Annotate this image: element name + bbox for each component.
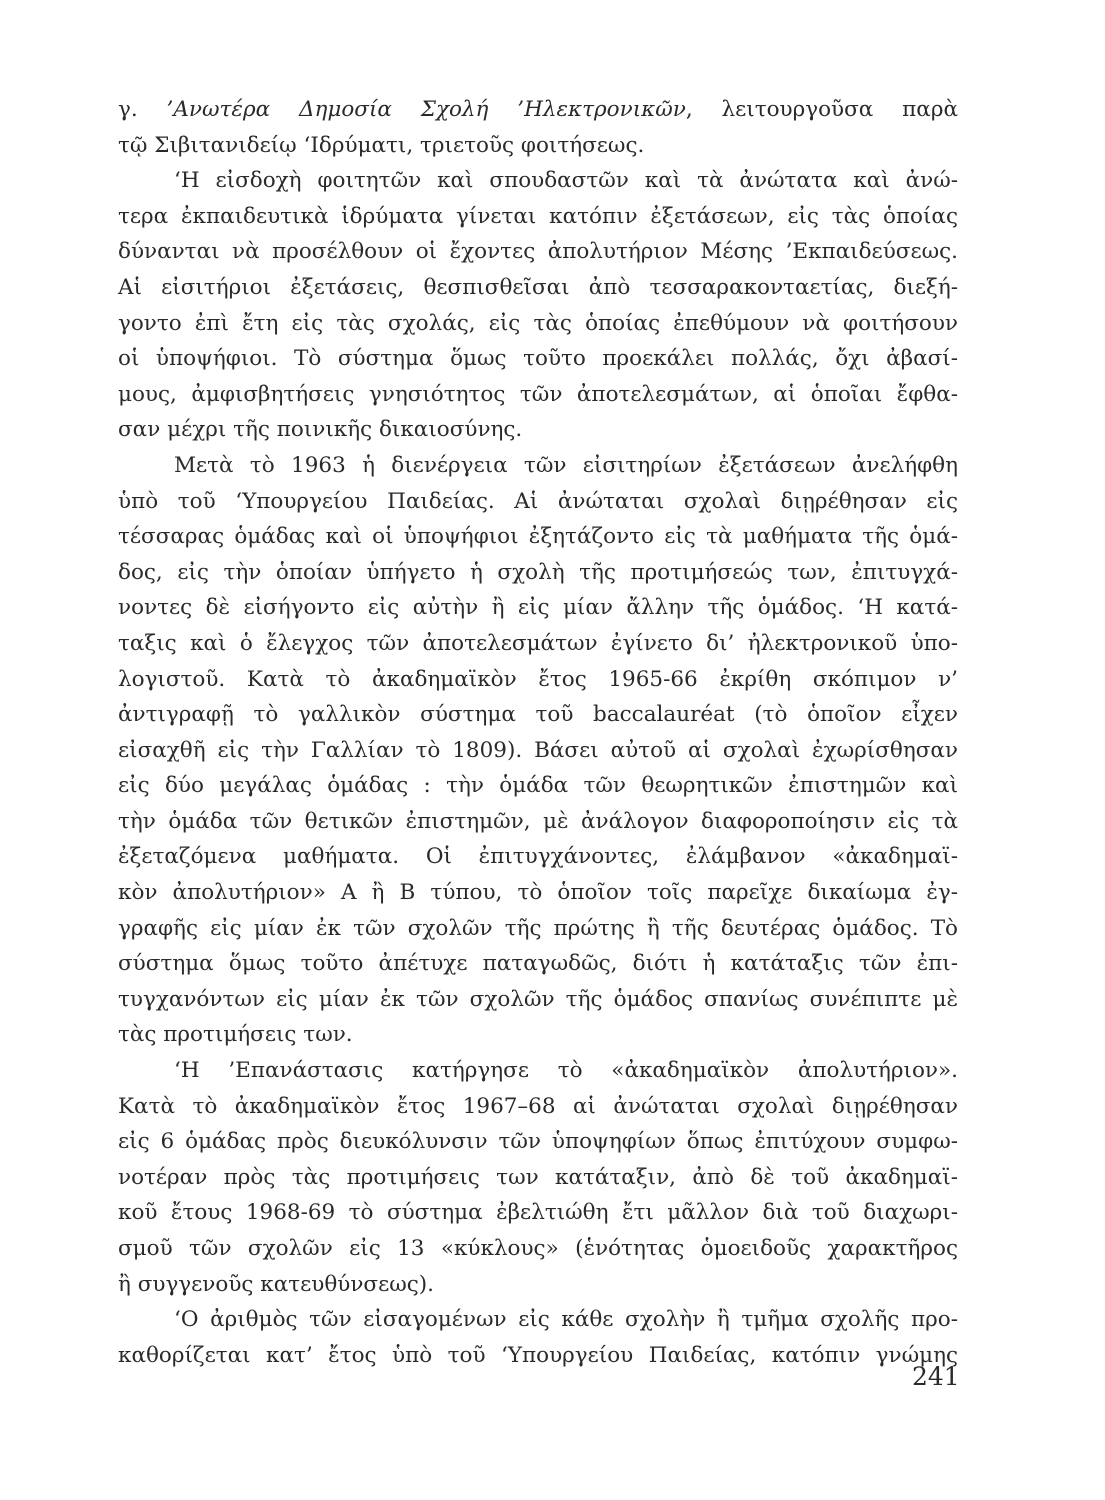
text-line: σμοῦ τῶν σχολῶν εἰς 13 «κύκλους» (ἑνότητας ὁμοειδοῦς χαρακτῆρος <box>118 1236 958 1261</box>
text-line: τυγχανόντων εἰς μίαν ἐκ τῶν σχολῶν τῆς ὁμάδος σπανίως συνέπιπτε μὲ <box>118 986 958 1012</box>
text-line: δύνανται νὰ προσέλθουν οἱ ἔχοντες ἀπολυτήριον Μέσης ’Εκπαιδεύσεως. <box>118 239 958 265</box>
text-line: ‘Η ’Επανάστασις κατήργησε τὸ «ἀκαδημαϊκὸν ἀπολυτήριον». <box>174 1058 958 1084</box>
text-line: τῷ Σιβιτανιδείῳ ‘Ιδρύματι, τριετοῦς φοιτήσεως. <box>118 132 645 158</box>
text-line <box>118 92 958 128</box>
text-line: ταξις καὶ ὁ ἔλεγχος τῶν ἀποτελεσμάτων ἐγίνετο δι’ ἠλεκτρονικοῦ ὑπο- <box>118 630 958 656</box>
institution-name: ’Ανωτέρα Δημοσία Σχολή ’Ηλεκτρονικῶν <box>166 97 686 122</box>
body-text <box>118 92 958 1373</box>
text-line: Αἱ εἰσιτήριοι ἐξετάσεις, θεσπισθεῖσαι ἀπὸ τεσσαρακονταετίας, διεξή- <box>118 274 958 300</box>
text-line: τέσσαρας ὁμάδας καὶ οἱ ὑποψήφιοι ἐξητάζοντο εἰς τὰ μαθήματα τῆς ὁμά- <box>118 524 958 550</box>
text-line: ἢ συγγενοῦς κατευθύνσεως). <box>118 1271 435 1297</box>
text-line: τὰς προτιμήσεις των. <box>118 1022 353 1048</box>
text-line: ὑπὸ τοῦ ‘Υπουργείου Παιδείας. Αἱ ἀνώταται σχολαὶ διῃρέθησαν εἰς <box>118 488 958 514</box>
text-line: κοῦ ἔτους 1968-69 τὸ σύστημα ἐβελτιώθη ἔτι μᾶλλον διὰ τοῦ διαχωρι- <box>118 1200 958 1226</box>
heading-rest: , λειτουργοῦσα παρὰ <box>685 97 958 122</box>
item-marker: γ. <box>118 97 167 122</box>
text-line: νοντες δὲ εἰσήγοντο εἰς αὐτὴν ἢ εἰς μίαν ἄλλην τῆς ὁμάδος. ‘Η κατά- <box>118 595 958 621</box>
text-line: ἐξεταζόμενα μαθήματα. Οἱ ἐπιτυγχάνοντες, ἐλάμβανον «ἀκαδημαϊ- <box>118 844 958 870</box>
text-line: καθορίζεται κατ’ ἔτος ὑπὸ τοῦ ‘Υπουργείου Παιδείας, κατόπιν γνώμης <box>118 1342 958 1368</box>
text-line: Μετὰ τὸ 1963 ἡ διενέργεια τῶν εἰσιτηρίων ἐξετάσεων ἀνελήφθη <box>174 452 958 478</box>
text-line: δος, εἰς τὴν ὁποίαν ὑπήγετο ἡ σχολὴ τῆς προτιμήσεώς των, ἐπιτυγχά- <box>118 559 958 585</box>
text-line: ἀντιγραφῇ τὸ γαλλικὸν σύστημα τοῦ baccalauréat (τὸ ὁποῖον εἶχεν <box>118 702 958 728</box>
paragraph-heading-item <box>118 92 958 163</box>
text-line: ‘Η εἰσδοχὴ φοιτητῶν καὶ σπουδαστῶν καὶ τὰ ἀνώτατα καὶ ἀνώ- <box>174 168 958 194</box>
paragraph-admission-numbers <box>118 1302 958 1373</box>
text-line: μους, ἀμφισβητήσεις γνησιότητος τῶν ἀποτελεσμάτων, αἱ ὁποῖαι ἔφθα- <box>118 381 958 407</box>
text-line: κὸν ἀπολυτήριον» Α ἢ Β τύπου, τὸ ὁποῖον τοῖς παρεῖχε δικαίωμα ἐγ- <box>118 880 958 906</box>
text-line: γραφῆς εἰς μίαν ἐκ τῶν σχολῶν τῆς πρώτης ἢ τῆς δευτέρας ὁμάδος. Τὸ <box>118 915 958 941</box>
text-line: ‘Ο ἀριθμὸς τῶν εἰσαγομένων εἰς κάθε σχολὴν ἢ τμῆμα σχολῆς προ- <box>174 1307 958 1333</box>
paragraph-revolution <box>118 1053 958 1302</box>
text-line: οἱ ὑποψήφιοι. Τὸ σύστημα ὅμως τοῦτο προεκάλει πολλάς, ὄχι ἀβασί- <box>118 346 958 372</box>
text-line: νοτέραν πρὸς τὰς προτιμήσεις των κατάταξιν, ἀπὸ δὲ τοῦ ἀκαδημαϊ- <box>118 1164 958 1190</box>
text-line: λογιστοῦ. Κατὰ τὸ ἀκαδημαϊκὸν ἔτος 1965-66 ἐκρίθη σκόπιμον ν’ <box>118 666 958 692</box>
text-line: Κατὰ τὸ ἀκαδημαϊκὸν ἔτος 1967–68 αἱ ἀνώταται σχολαὶ διῃρέθησαν <box>118 1093 958 1119</box>
paragraph-1963-reform <box>118 448 958 1053</box>
text-line: τερα ἐκπαιδευτικὰ ἱδρύματα γίνεται κατόπιν ἐξετάσεων, εἰς τὰς ὁποίας <box>118 203 958 229</box>
text-line: εἰς 6 ὁμάδας πρὸς διευκόλυνσιν τῶν ὑποψηφίων ὅπως ἐπιτύχουν συμφω- <box>118 1129 958 1155</box>
text-line: σαν μέχρι τῆς ποινικῆς δικαιοσύνης. <box>118 417 523 443</box>
page-number: 241 <box>912 1362 960 1391</box>
text-line: εἰσαχθῆ εἰς τὴν Γαλλίαν τὸ 1809). Βάσει αὐτοῦ αἱ σχολαὶ ἐχωρίσθησαν <box>118 737 958 763</box>
text-line: σύστημα ὅμως τοῦτο ἀπέτυχε παταγωδῶς, διότι ἡ κατάταξις τῶν ἐπι- <box>118 951 958 977</box>
text-line: εἰς δύο μεγάλας ὁμάδας : τὴν ὁμάδα τῶν θεωρητικῶν ἐπιστημῶν καὶ <box>118 773 958 799</box>
text-line: τὴν ὁμάδα τῶν θετικῶν ἐπιστημῶν, μὲ ἀνάλογον διαφοροποίησιν εἰς τὰ <box>118 808 958 834</box>
paragraph-admission <box>118 163 958 448</box>
text-line: γοντο ἐπὶ ἔτη εἰς τὰς σχολάς, εἰς τὰς ὁποίας ἐπεθύμουν νὰ φοιτήσουν <box>118 310 958 336</box>
